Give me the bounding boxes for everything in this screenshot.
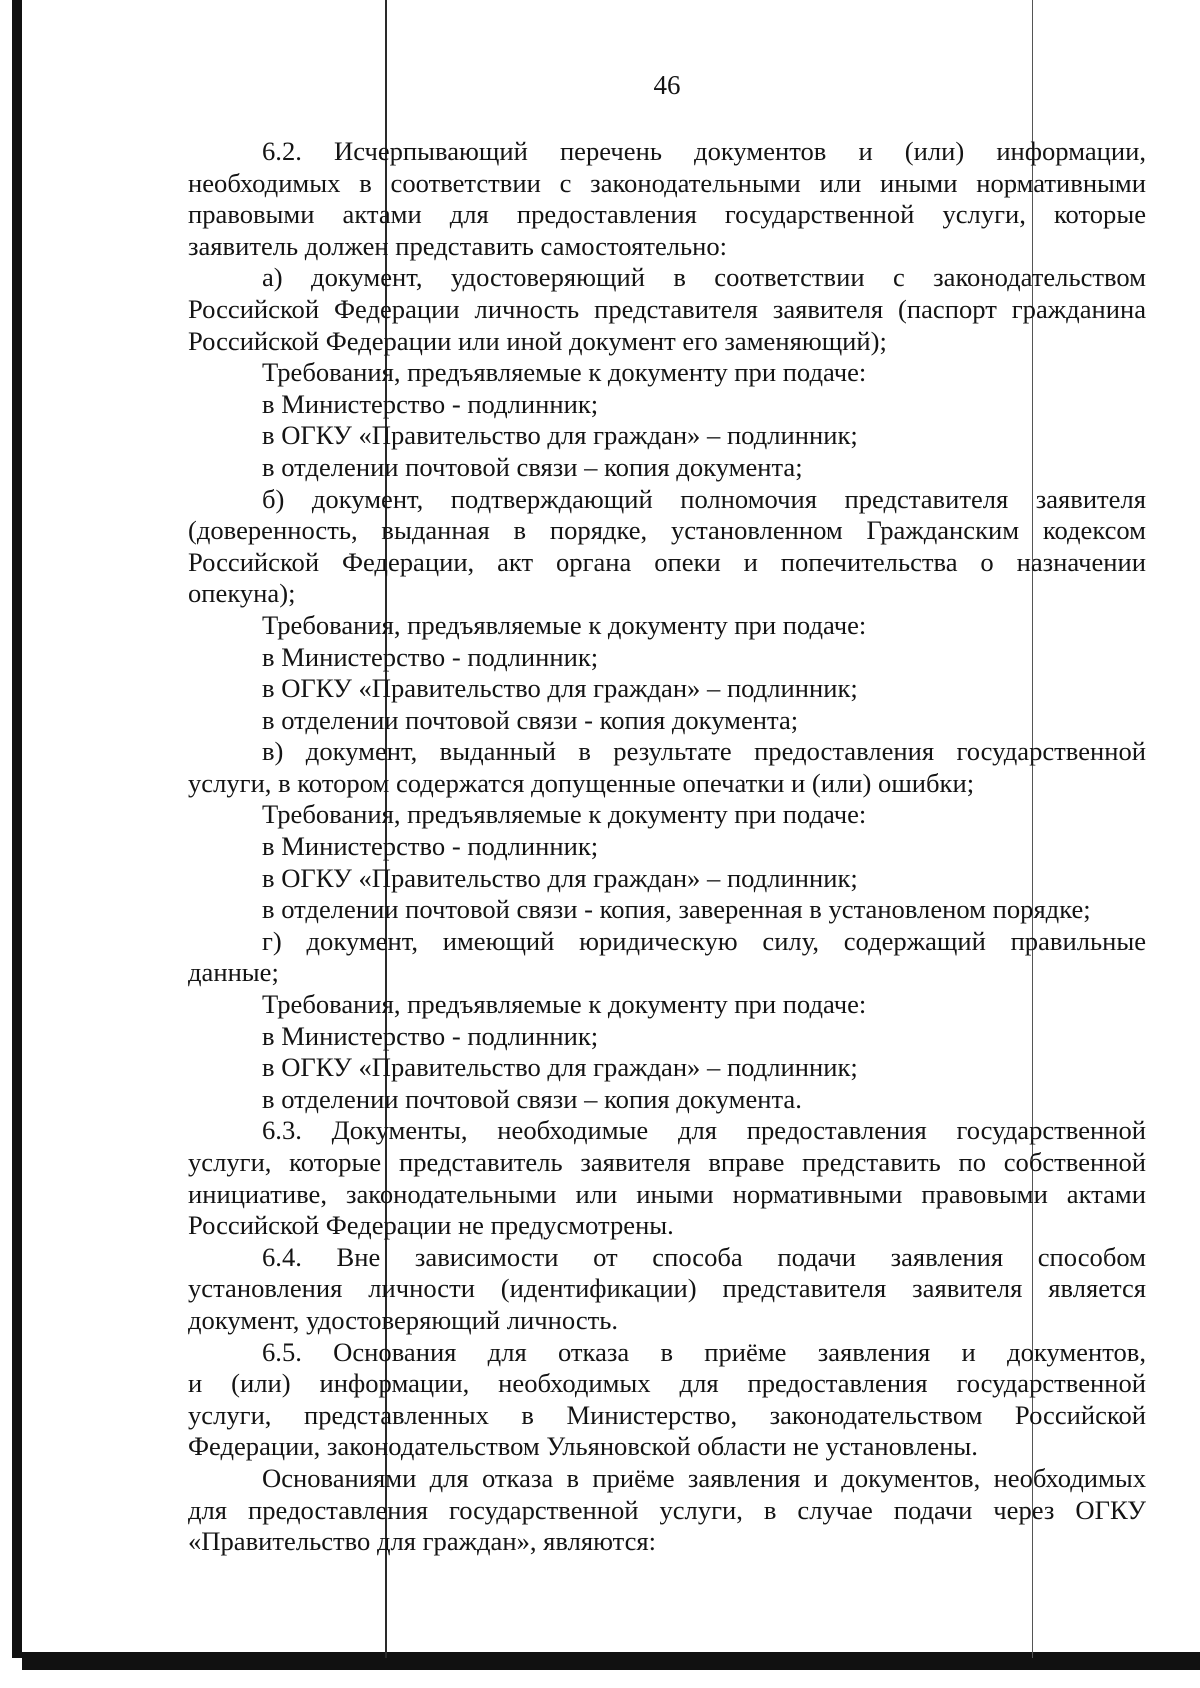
paragraph-6-3-line-3: инициативе, законодательными или иными нормативными правовыми актами	[188, 1178, 1146, 1209]
item-b-line-4: опекуна);	[188, 578, 296, 609]
requirement-post: в отделении почтовой связи – копия документа.	[262, 1083, 802, 1114]
requirements-heading: Требования, предъявляемые к документу при подаче:	[262, 989, 867, 1020]
item-a-line-1: а) документ, удостоверяющий в соответствии с законодательством	[262, 262, 1146, 293]
paragraph-6-4-line-2: установления личности (идентификации) представителя заявителя является	[188, 1273, 1146, 1304]
scan-border-left	[12, 0, 22, 1658]
requirement-ogku: в ОГКУ «Правительство для граждан» – подлинник;	[262, 420, 858, 451]
paragraph-6-4-line-3: документ, удостоверяющий личность.	[188, 1304, 619, 1335]
paragraph-6-2-line-4: заявитель должен представить самостоятельно:	[188, 230, 728, 261]
item-b-line-1: б) документ, подтверждающий полномочия представителя заявителя	[262, 483, 1146, 514]
item-v-line-2: услуги, в котором содержатся допущенные опечатки и (или) ошибки;	[188, 767, 975, 798]
paragraph-grounds-line-1: Основаниями для отказа в приёме заявления и документов, необходимых	[262, 1462, 1146, 1493]
requirement-ministry: в Министерство - подлинник;	[262, 388, 599, 419]
item-b-line-3: Российской Федерации, акт органа опеки и попечительства о назначении	[188, 546, 1146, 577]
requirement-ministry: в Министерство - подлинник;	[262, 641, 599, 672]
document-body	[188, 136, 1146, 1558]
requirement-post: в отделении почтовой связи – копия документа;	[262, 451, 803, 482]
paragraph-6-3-line-1: 6.3. Документы, необходимые для предоставления государственной	[262, 1115, 1146, 1146]
requirements-heading: Требования, предъявляемые к документу при подаче:	[262, 609, 867, 640]
requirement-post: в отделении почтовой связи - копия документа;	[262, 704, 799, 735]
paragraph-6-5-line-2: и (или) информации, необходимых для предоставления государственной	[188, 1368, 1146, 1399]
paragraph-6-2-line-2: необходимых в соответствии с законодательными или иными нормативными	[188, 167, 1146, 198]
requirements-heading: Требования, предъявляемые к документу при подаче:	[262, 799, 867, 830]
paragraph-grounds-line-3: «Правительство для граждан», являются:	[188, 1526, 657, 1557]
requirements-heading: Требования, предъявляемые к документу при подаче:	[262, 357, 867, 388]
item-b-line-2: (доверенность, выданная в порядке, установленном Гражданским кодексом	[188, 515, 1146, 546]
item-a-line-3: Российской Федерации или иной документ его заменяющий);	[188, 325, 887, 356]
paragraph-6-2-line-3: правовыми актами для предоставления государственной услуги, которые	[188, 199, 1146, 230]
item-a-line-2: Российской Федерации личность представителя заявителя (паспорт гражданина	[188, 293, 1146, 324]
paragraph-grounds-line-2: для предоставления государственной услуги, в случае подачи через ОГКУ	[188, 1494, 1146, 1525]
item-g-line-2: данные;	[188, 957, 279, 988]
item-v-line-1: в) документ, выданный в результате предоставления государственной	[262, 736, 1146, 767]
requirement-ogku: в ОГКУ «Правительство для граждан» – подлинник;	[262, 862, 858, 893]
paragraph-6-5-line-1: 6.5. Основания для отказа в приёме заявления и документов,	[262, 1336, 1146, 1367]
paragraph-6-5-line-4: Федерации, законодательством Ульяновской области не установлены.	[188, 1431, 978, 1462]
requirement-ministry: в Министерство - подлинник;	[262, 831, 599, 862]
paragraph-6-4-line-1: 6.4. Вне зависимости от способа подачи заявления способом	[262, 1241, 1146, 1272]
paragraph-6-3-line-2: услуги, которые представитель заявителя вправе представить по собственной	[188, 1147, 1146, 1177]
requirement-ogku: в ОГКУ «Правительство для граждан» – подлинник;	[262, 1052, 858, 1083]
page-number: 46	[653, 70, 681, 100]
paragraph-6-2-line-1: 6.2. Исчерпывающий перечень документов и (или) информации,	[262, 136, 1146, 166]
item-g-line-1: г) документ, имеющий юридическую силу, содержащий правильные	[262, 925, 1146, 956]
requirement-ministry: в Министерство - подлинник;	[262, 1020, 599, 1051]
paragraph-6-3-line-4: Российской Федерации не предусмотрены.	[188, 1210, 674, 1241]
scan-border-bottom	[22, 1652, 1200, 1670]
paragraph-6-5-line-3: услуги, представленных в Министерство, законодательством Российской	[188, 1399, 1146, 1430]
requirement-ogku: в ОГКУ «Правительство для граждан» – подлинник;	[262, 673, 858, 704]
requirement-post: в отделении почтовой связи - копия, заверенная в установленом порядке;	[262, 894, 1091, 925]
